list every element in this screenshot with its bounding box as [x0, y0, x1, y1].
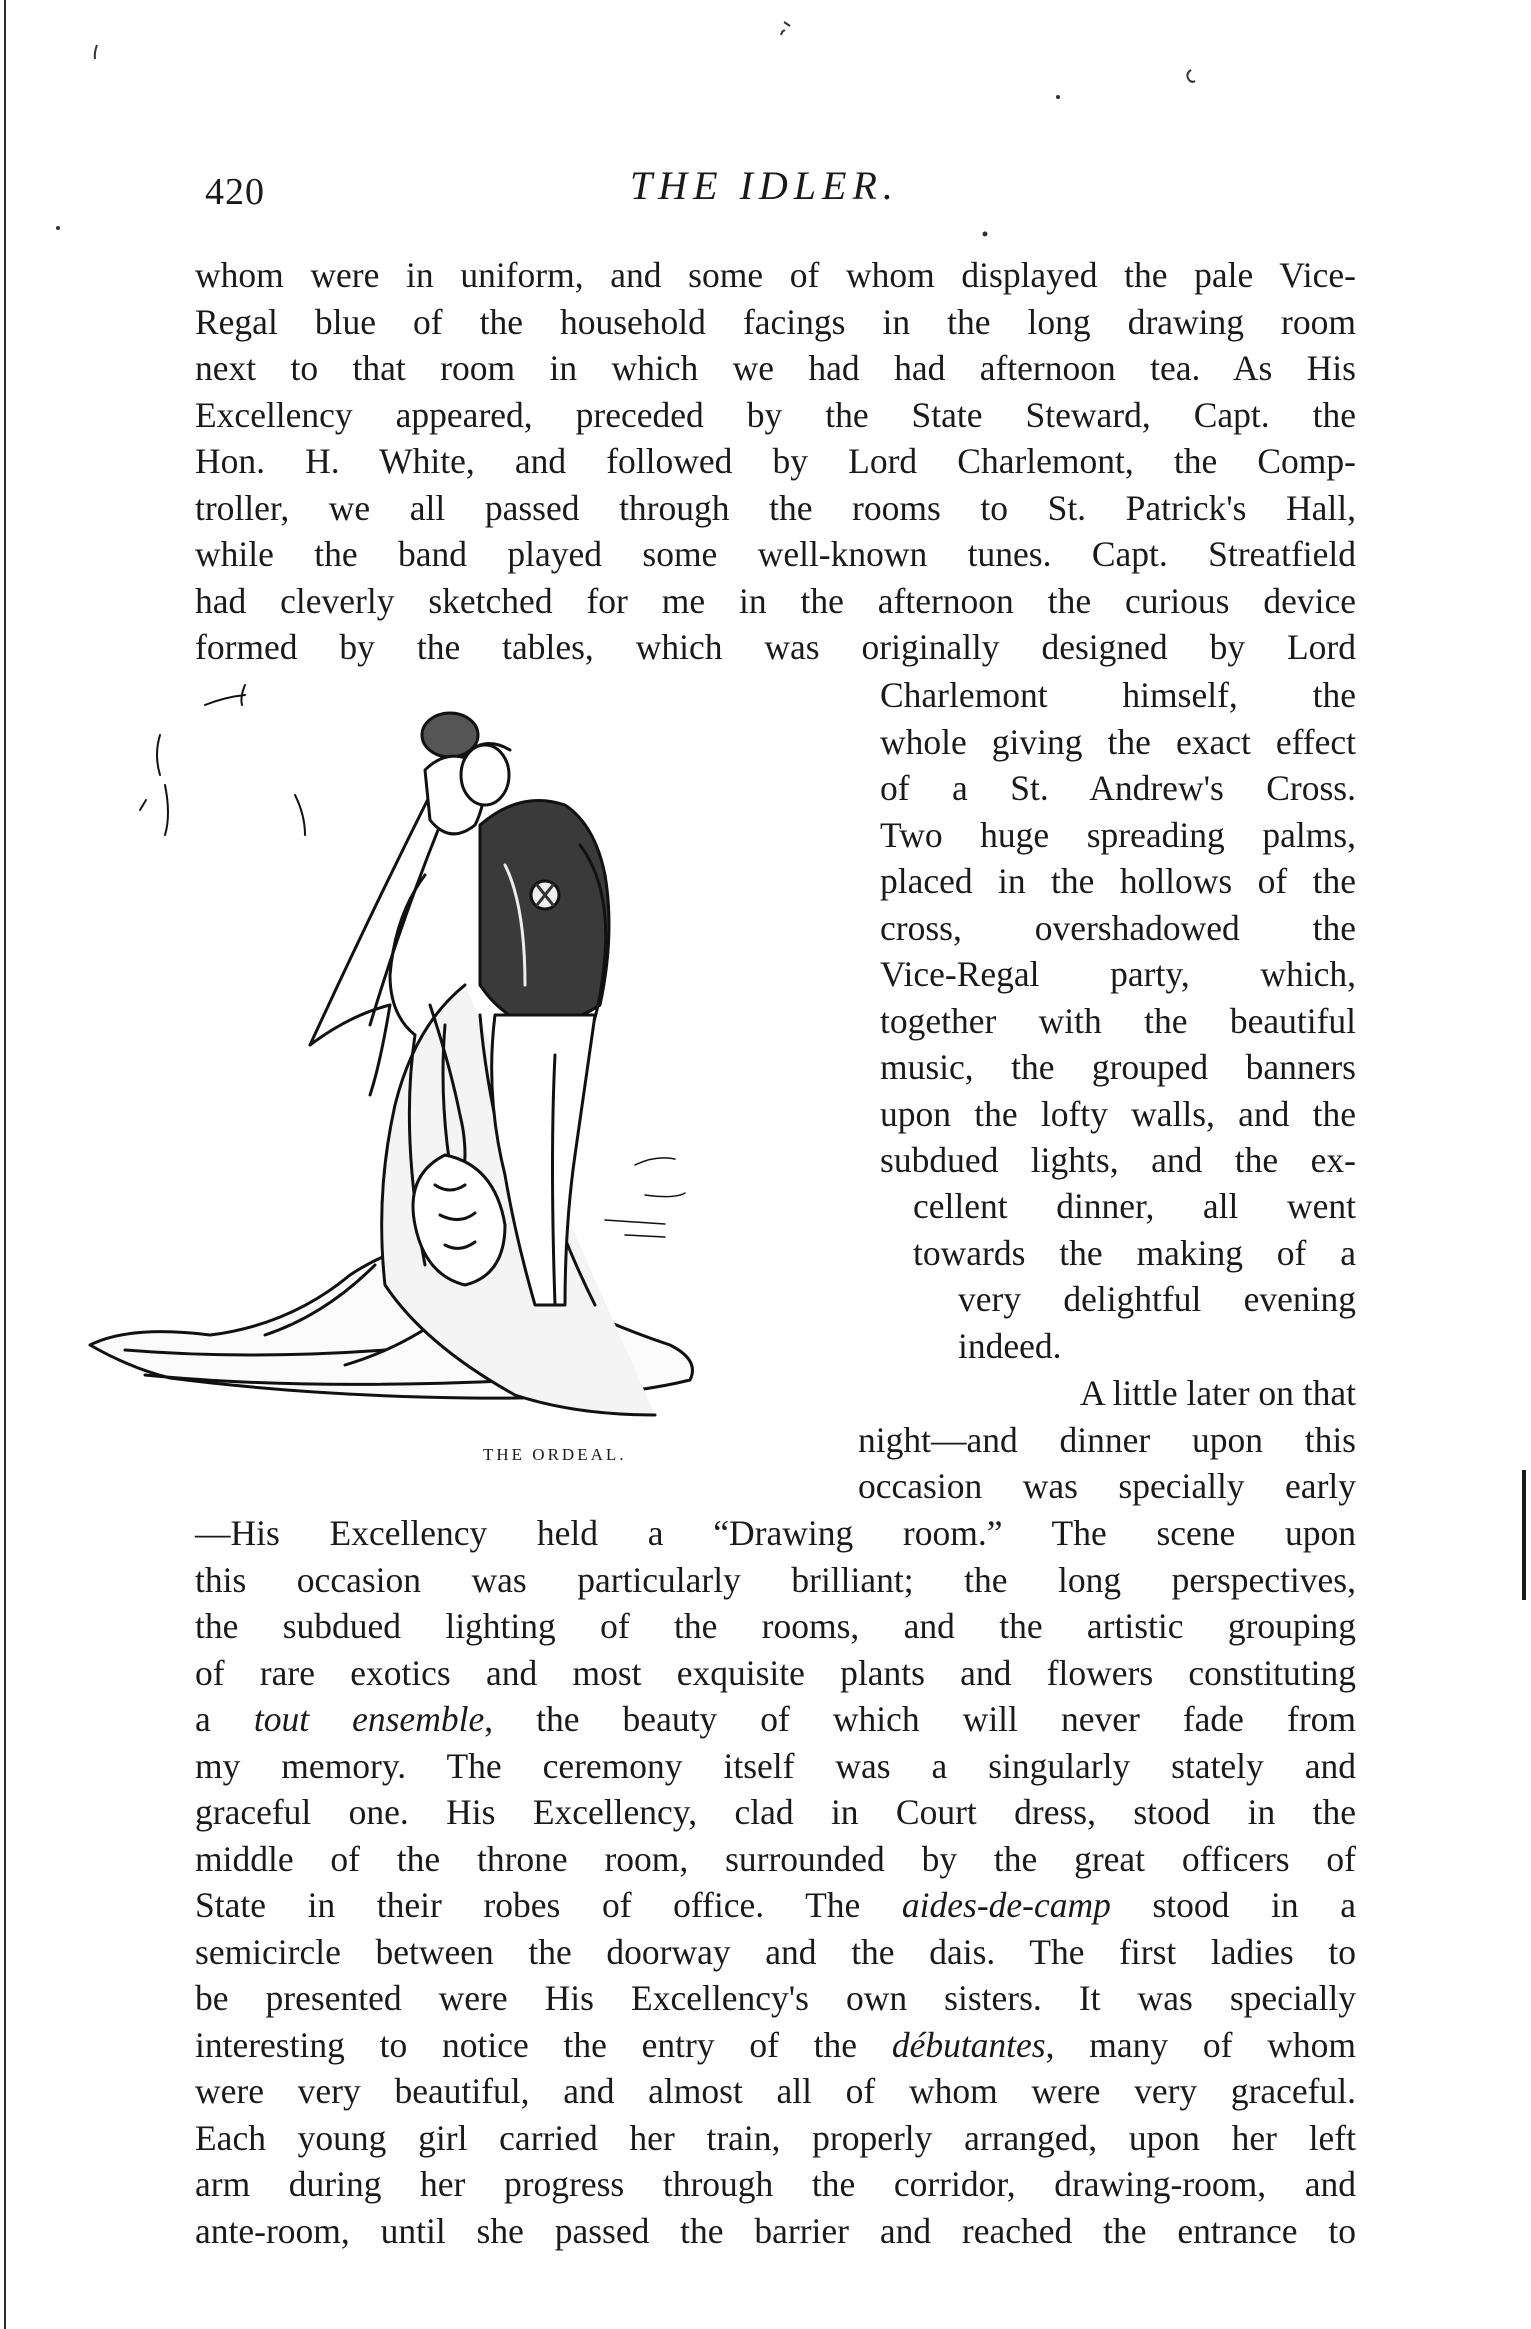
text-line: Excellency appeared, preceded by the State Steward, Capt. the	[195, 394, 1356, 435]
text-line: the subdued lighting of the rooms, and the artistic grouping	[195, 1606, 1356, 1646]
text-line: while the band played some well-known tunes. Capt. Streatfield	[195, 534, 1356, 574]
text-line: arm during her progress through the corridor, drawing-room, and	[195, 2164, 1356, 2204]
italic-phrase: aides-de-camp	[901, 1885, 1111, 1925]
text-line	[195, 2022, 1356, 2069]
text-run: State in their robes of office. The	[195, 1885, 902, 1925]
text-line	[195, 1696, 1356, 1743]
text-line: be presented were His Excellency's own sisters. It was specially	[195, 1978, 1356, 2018]
text-line: ante-room, until she passed the barrier and reached the entrance to	[195, 2210, 1356, 2251]
text-line: my memory. The ceremony itself was a singularly stately and	[195, 1745, 1356, 1786]
text-line: of a St. Andrew's Cross.	[880, 768, 1356, 808]
text-line: whole giving the exact effect	[880, 721, 1356, 762]
text-line: towards the making of a	[913, 1232, 1356, 1273]
text-line: cellent dinner, all went	[913, 1186, 1356, 1226]
text-block-beside-illustration-2	[913, 1183, 1356, 1276]
text-run: , the beauty of which will never fade from	[484, 1699, 1357, 1739]
running-title: THE IDLER.	[630, 163, 899, 208]
text-line	[195, 1882, 1356, 1929]
text-line: troller, we all passed through the rooms to St. Patrick's Hall,	[195, 487, 1356, 528]
text-line: night—and dinner upon this	[858, 1419, 1356, 1460]
text-line: indeed.	[958, 1325, 1062, 1366]
text-block-top	[195, 252, 1356, 671]
text-line: graceful one. His Excellency, clad in Court dress, stood in the	[195, 1792, 1356, 1832]
text-line: this occasion was particularly brilliant; the long perspectives,	[195, 1559, 1356, 1600]
text-line: Hon. H. White, and followed by Lord Charlemont, the Comp-	[195, 441, 1356, 481]
text-block-bottom	[195, 1510, 1356, 2254]
text-line: middle of the throne room, surrounded by the great officers of	[195, 1838, 1356, 1879]
text-line: had cleverly sketched for me in the afternoon the curious device	[195, 580, 1356, 621]
text-line: occasion was specially early	[858, 1466, 1356, 1506]
text-line: subdued lights, and the ex-	[880, 1140, 1356, 1180]
text-line: Regal blue of the household facings in the long drawing room	[195, 301, 1356, 342]
text-run: stood in a	[1110, 1885, 1356, 1925]
italic-phrase: tout ensemble	[253, 1699, 485, 1739]
text-line: upon the lofty walls, and the	[880, 1093, 1356, 1134]
illustration-caption: THE ORDEAL.	[483, 1445, 627, 1464]
text-run: , many of whom	[1045, 2024, 1356, 2065]
text-line: music, the grouped banners	[880, 1047, 1356, 1087]
text-line: whom were in uniform, and some of whom displayed the pale Vice-	[195, 255, 1356, 295]
text-line: placed in the hollows of the	[880, 861, 1356, 901]
paragraph-start	[858, 1370, 1356, 1510]
page-number: 420	[205, 171, 265, 213]
text-line: formed by the tables, which was originally designed by Lord	[195, 627, 1356, 667]
text-line: were very beautiful, and almost all of whom were very graceful.	[195, 2071, 1356, 2111]
text-block-beside-illustration	[880, 672, 1356, 1184]
text-line: cross, overshadowed the	[880, 907, 1356, 948]
text-line: Each young girl carried her train, properly arranged, upon her left	[195, 2117, 1356, 2158]
scan-edge-mark	[1522, 1470, 1526, 1600]
text-line: Charlemont himself, the	[880, 675, 1356, 715]
text-block-beside-illustration-3	[958, 1276, 1356, 1369]
text-line: of rare exotics and most exquisite plants and flowers constituting	[195, 1652, 1356, 1693]
text-line: A little later on that	[1079, 1373, 1356, 1413]
text-line: Two huge spreading palms,	[880, 814, 1356, 855]
text-line: very delightful evening	[958, 1279, 1356, 1319]
couple-engraving-icon	[85, 675, 865, 1420]
text-line: next to that room in which we had had afternoon tea. As His	[195, 348, 1356, 388]
text-line: semicircle between the doorway and the dais. The first ladies to	[195, 1931, 1356, 1972]
text-line: Vice-Regal party, which,	[880, 954, 1356, 994]
page-header	[205, 152, 1355, 212]
scan-edge-rule	[4, 0, 6, 2329]
text-run: a	[195, 1699, 254, 1739]
italic-phrase: débutantes	[891, 2024, 1046, 2065]
text-line: together with the beautiful	[880, 1000, 1356, 1041]
text-line: —His Excellency held a “Drawing room.” The scene upon	[195, 1513, 1356, 1553]
text-run: interesting to notice the entry of the	[195, 2024, 892, 2065]
